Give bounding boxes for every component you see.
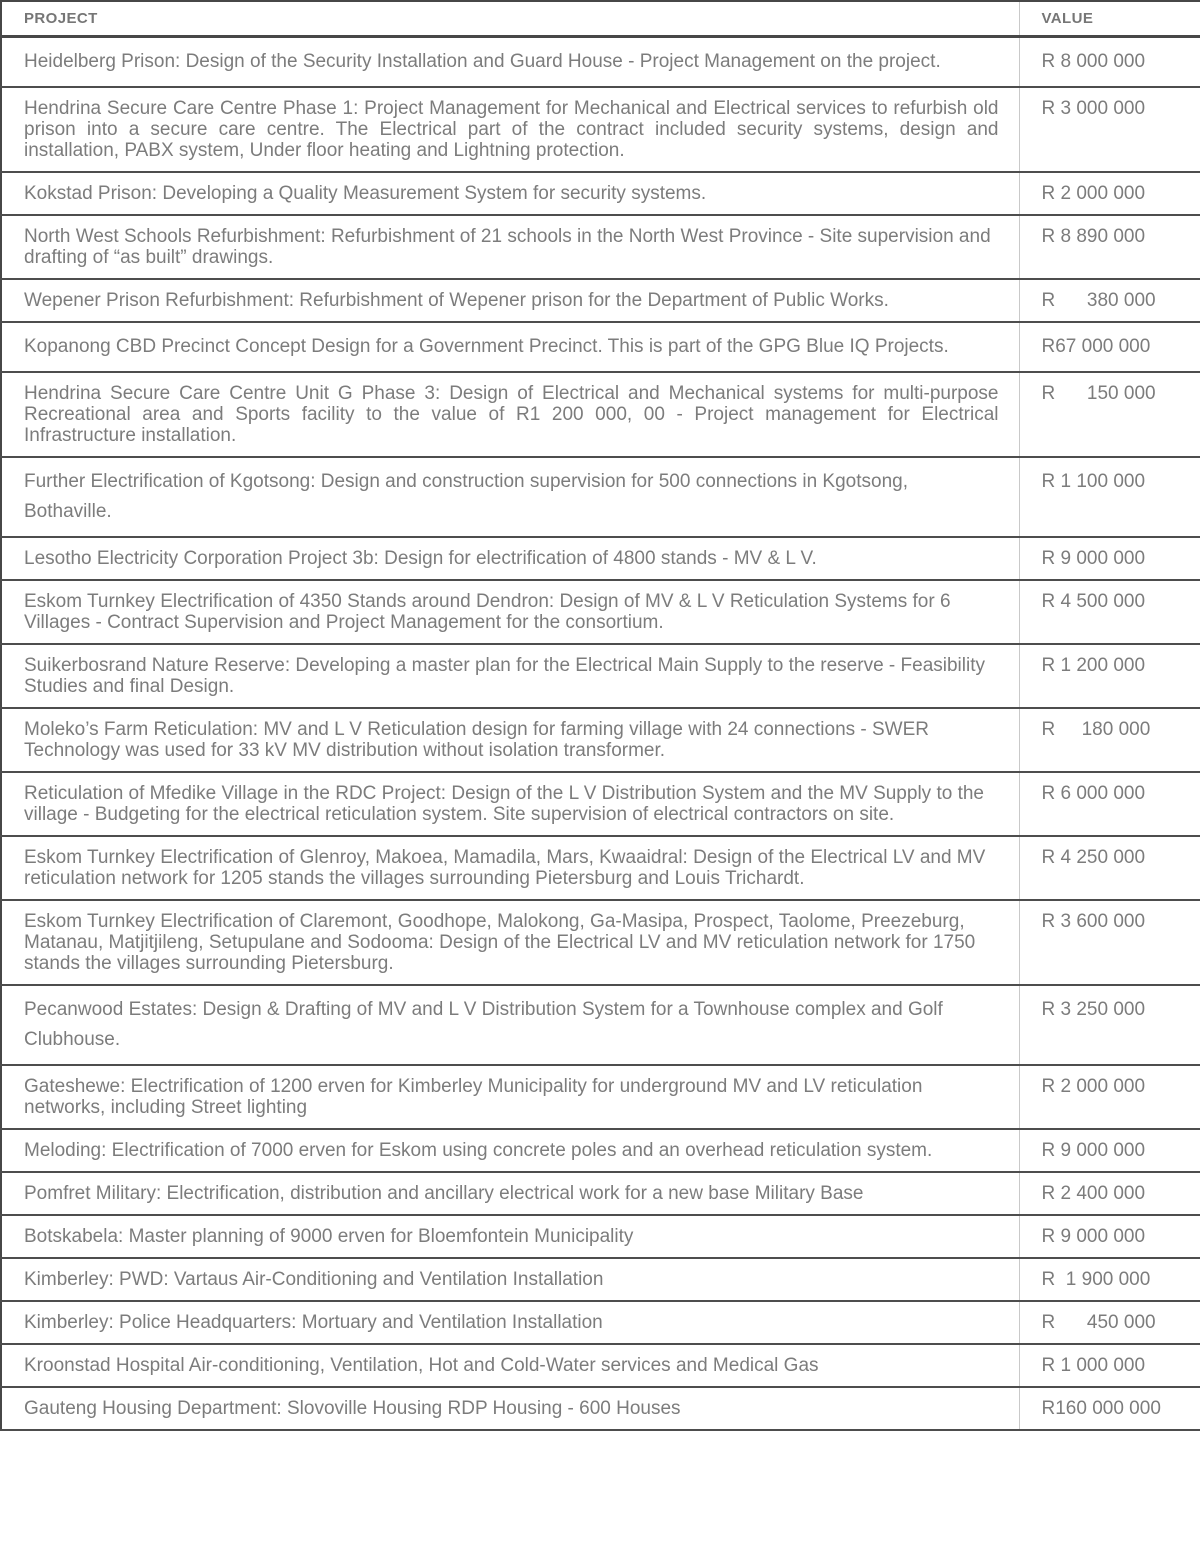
table-row [1,772,1200,836]
value-cell: R 1 200 000 [1019,644,1200,708]
value-cell: R 150 000 [1019,372,1200,457]
project-cell: Pomfret Military: Electrification, distribution and ancillary electrical work for a new base Military Base [1,1172,1019,1215]
value-cell: R 3 600 000 [1019,900,1200,985]
project-cell: Suikerbosrand Nature Reserve: Developing a master plan for the Electrical Main Supply to the reserve - Feasibility Studies and final Design. [1,644,1019,708]
project-cell: Heidelberg Prison: Design of the Security Installation and Guard House - Project Management on the project. [1,37,1019,88]
value-cell: R 4 250 000 [1019,836,1200,900]
table-row [1,1129,1200,1172]
table-row [1,1387,1200,1430]
header-row [1,1,1200,37]
value-cell: R 1 900 000 [1019,1258,1200,1301]
table-row [1,87,1200,172]
value-cell: R 3 250 000 [1019,985,1200,1065]
value-cell: R67 000 000 [1019,322,1200,372]
project-cell: Kimberley: Police Headquarters: Mortuary and Ventilation Installation [1,1301,1019,1344]
value-cell: R 2 000 000 [1019,172,1200,215]
table-row [1,279,1200,322]
project-cell: Pecanwood Estates: Design & Drafting of MV and L V Distribution System for a Townhouse complex and Golf Clubhouse. [1,985,1019,1065]
project-cell: Wepener Prison Refurbishment: Refurbishment of Wepener prison for the Department of Public Works. [1,279,1019,322]
table-row [1,172,1200,215]
value-cell: R 3 000 000 [1019,87,1200,172]
column-header-value: VALUE [1019,1,1200,37]
column-header-project: PROJECT [1,1,1019,37]
value-cell: R 9 000 000 [1019,1215,1200,1258]
project-cell: Hendrina Secure Care Centre Phase 1: Project Management for Mechanical and Electrical services to refurbish old prison into a secure care centre. The Electrical part of the contract included security systems, design and installation, PABX system, Under floor heating and Lightning protection. [1,87,1019,172]
project-cell: Lesotho Electricity Corporation Project 3b: Design for electrification of 4800 stands - MV & L V. [1,537,1019,580]
value-cell: R 1 100 000 [1019,457,1200,537]
value-cell: R 8 000 000 [1019,37,1200,88]
table-row [1,644,1200,708]
table-row [1,37,1200,88]
project-cell: Botskabela: Master planning of 9000 erven for Bloemfontein Municipality [1,1215,1019,1258]
value-cell: R 9 000 000 [1019,537,1200,580]
table-row [1,580,1200,644]
project-cell: Further Electrification of Kgotsong: Design and construction supervision for 500 connections in Kgotsong, Bothaville. [1,457,1019,537]
table-header [1,1,1200,37]
value-cell: R 6 000 000 [1019,772,1200,836]
table-row [1,1344,1200,1387]
value-cell: R 450 000 [1019,1301,1200,1344]
table-row [1,1301,1200,1344]
project-cell: Eskom Turnkey Electrification of 4350 Stands around Dendron: Design of MV & L V Reticulation Systems for 6 Villages - Contract Supervision and Project Management for the consortium. [1,580,1019,644]
table-row [1,457,1200,537]
table-row [1,1258,1200,1301]
table-row [1,985,1200,1065]
value-cell: R 380 000 [1019,279,1200,322]
project-cell: North West Schools Refurbishment: Refurbishment of 21 schools in the North West Province - Site supervision and drafting of “as built” drawings. [1,215,1019,279]
project-cell: Kokstad Prison: Developing a Quality Measurement System for security systems. [1,172,1019,215]
project-cell: Reticulation of Mfedike Village in the RDC Project: Design of the L V Distribution System and the MV Supply to the village - Budgeting for the electrical reticulation system. Site supervision of electrical contractors on site. [1,772,1019,836]
table-row [1,836,1200,900]
project-cell: Kimberley: PWD: Vartaus Air-Conditioning and Ventilation Installation [1,1258,1019,1301]
value-cell: R 4 500 000 [1019,580,1200,644]
project-cell: Hendrina Secure Care Centre Unit G Phase 3: Design of Electrical and Mechanical systems for multi-purpose Recreational area and Sports facility to the value of R1 200 000, 00 - Project management for Electrical Infrastructure installation. [1,372,1019,457]
table-row [1,537,1200,580]
project-cell: Eskom Turnkey Electrification of Claremont, Goodhope, Malokong, Ga-Masipa, Prospect, Taolome, Preezeburg, Matanau, Matjitjileng, Setupulane and Sodooma: Design of the Electrical LV and MV reticulation network for 1750 stands the villages surrounding Pietersburg. [1,900,1019,985]
table-row [1,322,1200,372]
table-body [1,37,1200,1431]
value-cell: R 2 400 000 [1019,1172,1200,1215]
value-cell: R 8 890 000 [1019,215,1200,279]
value-cell: R 1 000 000 [1019,1344,1200,1387]
project-cell: Gauteng Housing Department: Slovoville Housing RDP Housing - 600 Houses [1,1387,1019,1430]
value-cell: R 2 000 000 [1019,1065,1200,1129]
table-row [1,900,1200,985]
table-row [1,372,1200,457]
project-cell: Eskom Turnkey Electrification of Glenroy, Makoea, Mamadila, Mars, Kwaaidral: Design of the Electrical LV and MV reticulation network for 1205 stands the villages surrounding Pietersburg and Louis Trichardt. [1,836,1019,900]
project-cell: Gateshewe: Electrification of 1200 erven for Kimberley Municipality for underground MV and LV reticulation networks, including Street lighting [1,1065,1019,1129]
project-cell: Kroonstad Hospital Air-conditioning, Ventilation, Hot and Cold-Water services and Medical Gas [1,1344,1019,1387]
value-cell: R 180 000 [1019,708,1200,772]
value-cell: R 9 000 000 [1019,1129,1200,1172]
project-cell: Kopanong CBD Precinct Concept Design for a Government Precinct. This is part of the GPG Blue IQ Projects. [1,322,1019,372]
table-row [1,1065,1200,1129]
table-row [1,215,1200,279]
value-cell: R160 000 000 [1019,1387,1200,1430]
table-row [1,1215,1200,1258]
table-row [1,708,1200,772]
project-cell: Meloding: Electrification of 7000 erven for Eskom using concrete poles and an overhead reticulation system. [1,1129,1019,1172]
project-cell: Moleko’s Farm Reticulation: MV and L V Reticulation design for farming village with 24 connections - SWER Technology was used for 33 kV MV distribution without isolation transformer. [1,708,1019,772]
table-row [1,1172,1200,1215]
